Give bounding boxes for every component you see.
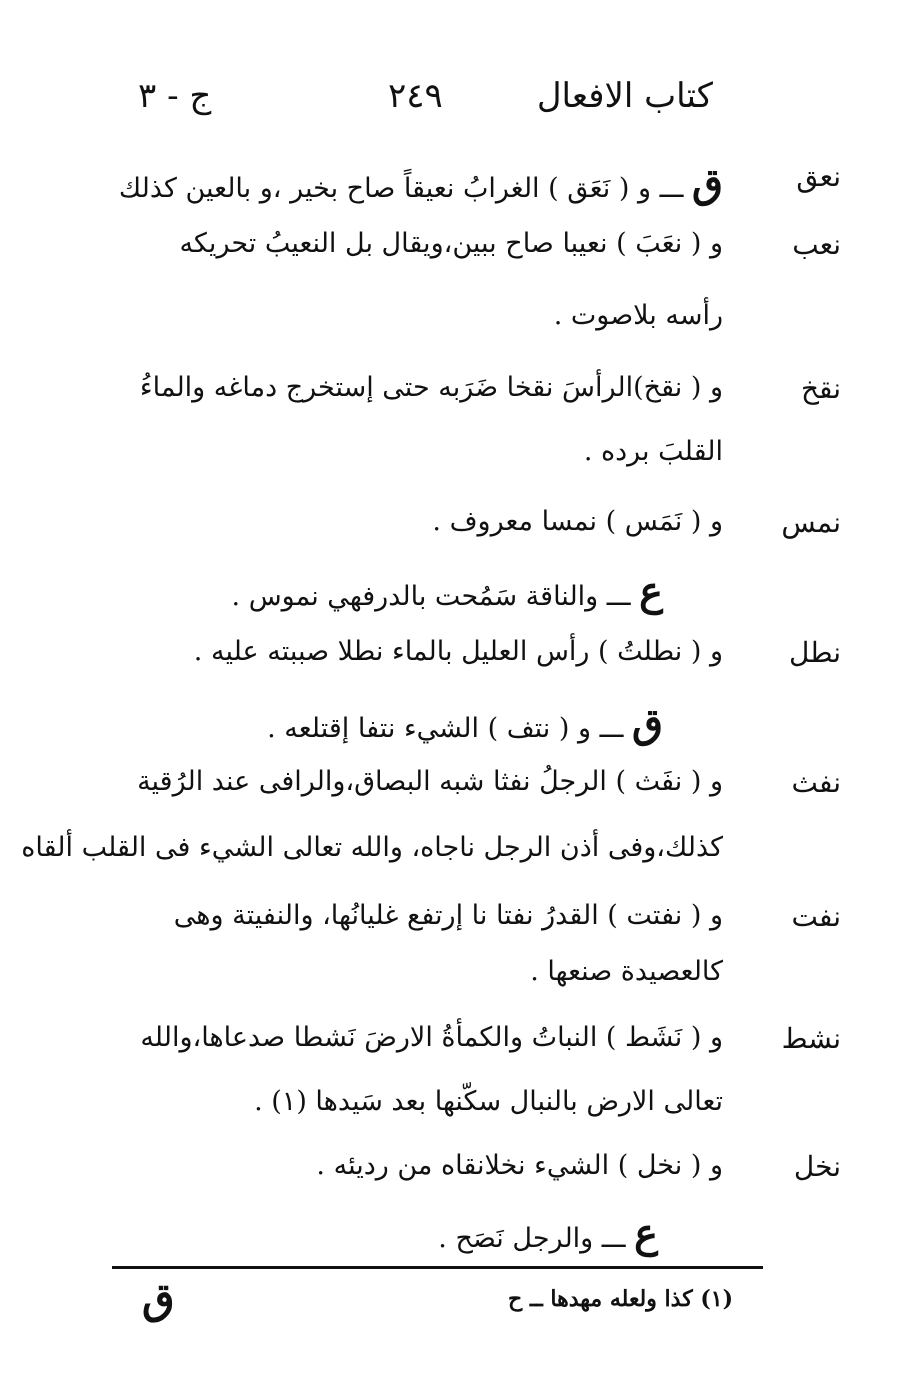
entry-continuation — [0, 956, 913, 1016]
entry-text: و ( نفتت ) القدرُ نفتا نا إرتفع غليانُها، والنفيتة وهى — [173, 900, 723, 931]
entry-row — [0, 700, 913, 760]
volume-label: ج - ٣ — [138, 76, 212, 116]
entry-text: و ( نَمَس ) نمسا معروف . — [432, 506, 723, 537]
entry-text: و ( نخل ) الشيء نخلانقاه من رديئه . — [316, 1150, 723, 1181]
entry-row — [0, 636, 913, 696]
entry-line — [110, 700, 663, 747]
footnote-divider — [112, 1266, 763, 1269]
entry-row — [0, 1150, 913, 1210]
entry-headword: نعق — [796, 160, 841, 193]
entry-text: ـــ و ( نتف ) الشيء نتفا إقتلعه . — [267, 713, 624, 744]
entry-text: ـــ و ( نَعَق ) الغرابُ نعيقاً صاح بخير ،و بالعين كذلك — [118, 173, 684, 204]
entry-text: و ( نقخ)الرأسَ نقخا ضَرَبه حتى إستخرج دماغه والماءُ — [139, 372, 723, 403]
entry-text: و ( نفَث ) الرجلُ نفثا شبه البصاق،والرافى عند الرُقية — [137, 766, 723, 797]
entry-row — [0, 372, 913, 432]
source-mark: ق — [631, 700, 663, 747]
entry-text: تعالى الارض بالنبال سكّنها بعد سَيدها (١) . — [254, 1086, 723, 1117]
entry-headword: نفت — [791, 900, 841, 933]
page-header — [0, 76, 913, 136]
entry-headword: نطل — [789, 636, 841, 669]
entry-row — [0, 1210, 913, 1270]
entry-continuation — [0, 300, 913, 360]
entry-continuation — [0, 832, 913, 892]
signature-mark: ق — [142, 1274, 175, 1323]
entry-headword: نعب — [792, 228, 841, 261]
entry-headword: نشط — [781, 1022, 841, 1055]
entry-row — [0, 506, 913, 566]
entry-text: و ( نعَبَ ) نعيبا صاح ببين،ويقال بل النعيبُ تحريكه — [179, 228, 723, 259]
entry-text: كذلك،وفى أذن الرجل ناجاه، والله تعالى الشيء فى القلب ألقاه — [21, 832, 723, 863]
entry-line — [110, 568, 663, 615]
entry-headword: نمس — [781, 506, 841, 539]
entry-line — [110, 1210, 658, 1257]
entry-continuation — [0, 436, 913, 496]
entry-row — [0, 900, 913, 960]
source-mark: ع — [639, 568, 663, 615]
entry-row — [0, 228, 913, 288]
page-number: ٢٤٩ — [388, 76, 443, 116]
entry-text: القلبَ برده . — [583, 436, 723, 467]
entry-text: و ( نَشَط ) النباتُ والكمأةُ الارضَ نَشطا صدعاها،والله — [140, 1022, 723, 1053]
entry-text: ـــ والناقة سَمُحت بالدرفهي نموس . — [231, 581, 631, 612]
entry-line — [110, 160, 723, 207]
entry-text: رأسه بلاصوت . — [553, 300, 723, 331]
source-mark: ع — [634, 1210, 658, 1257]
footnote: (١) كذا ولعله مهدها ــ ح — [508, 1286, 733, 1312]
source-mark: ق — [691, 160, 723, 207]
book-title: كتاب الافعال — [536, 76, 713, 116]
entry-text: كالعصيدة صنعها . — [530, 956, 723, 987]
entry-text: و ( نطلتُ ) رأس العليل بالماء نطلا صببته عليه . — [193, 636, 723, 667]
entry-row — [0, 1022, 913, 1082]
entry-text: ـــ والرجل نَصَح . — [438, 1223, 626, 1254]
entry-row — [0, 160, 913, 220]
entry-continuation — [0, 1086, 913, 1146]
entry-headword: نخل — [793, 1150, 841, 1183]
entry-row — [0, 568, 913, 628]
entry-headword: نفث — [791, 766, 841, 799]
entry-headword: نقخ — [800, 372, 841, 405]
entry-row — [0, 766, 913, 826]
